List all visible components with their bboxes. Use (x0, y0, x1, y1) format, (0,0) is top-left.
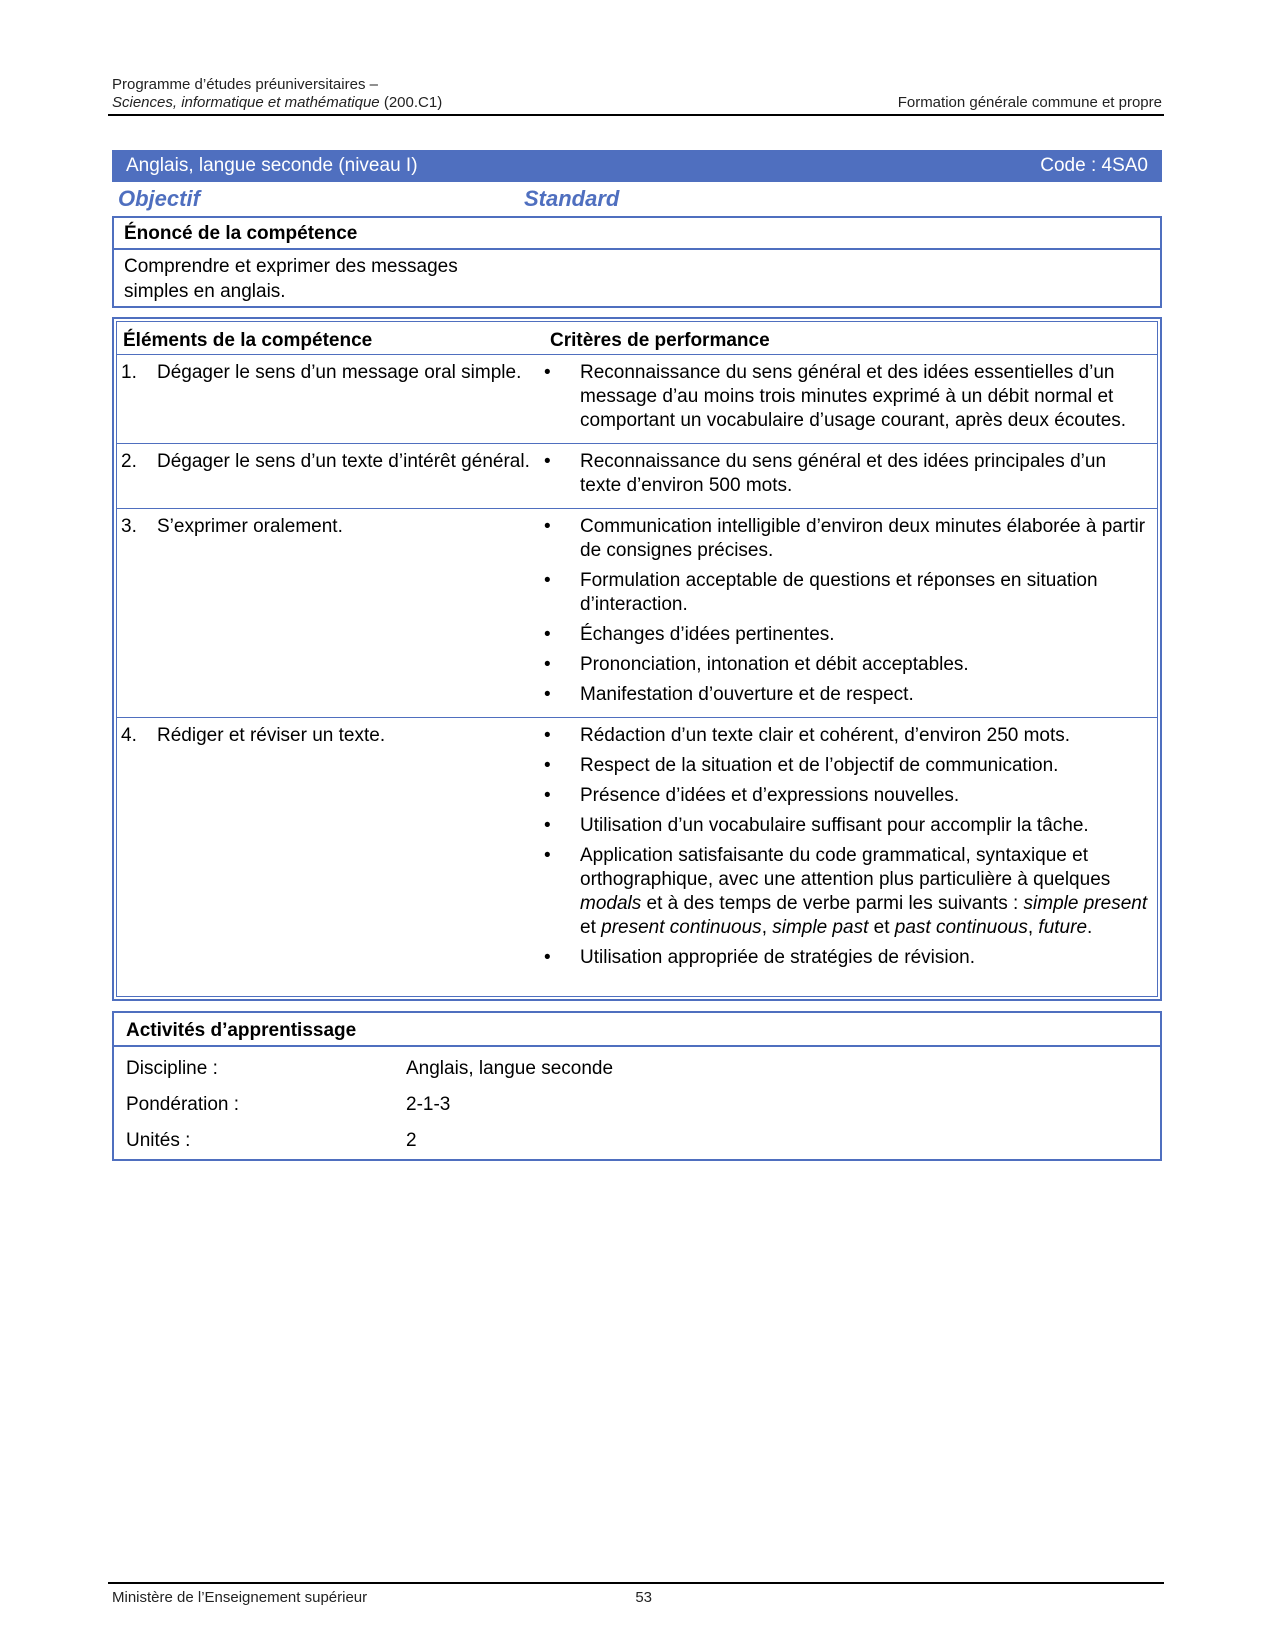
criterion-text: Formulation acceptable de questions et réponses en situation d’interaction. (580, 570, 1098, 615)
page-number: 53 (635, 1589, 652, 1606)
bullet-icon: • (544, 815, 551, 836)
activites-rows (114, 1047, 1160, 1159)
criterion-item (542, 683, 1149, 707)
activite-value: 2 (406, 1130, 417, 1151)
criteria-cell (542, 718, 1157, 980)
criterion-text: Communication intelligible d’environ deux minutes élaborée à partir de consignes précises. (580, 516, 1146, 561)
activite-row (114, 1087, 1160, 1123)
objective-standard-labels (112, 182, 1162, 216)
criterion-item (542, 569, 1149, 617)
elements-heading: Éléments de la compétence (123, 330, 373, 351)
objectif-label: Objectif (118, 186, 200, 211)
criteria-cell (542, 355, 1157, 443)
competence-row (117, 354, 1157, 443)
criteria-cell (542, 444, 1157, 508)
bullet-icon: • (544, 785, 551, 806)
competence-row (117, 717, 1157, 980)
page-header (112, 76, 1162, 112)
bullet-icon: • (544, 725, 551, 746)
element-cell (117, 509, 542, 717)
bullet-icon: • (544, 624, 551, 645)
element-number: 1. (121, 362, 137, 383)
enonce-text: Comprendre et exprimer des messages simples en anglais. (124, 256, 458, 302)
criterion-text: Manifestation d’ouverture et de respect. (580, 684, 914, 705)
activites-heading: Activités d’apprentissage (114, 1013, 1160, 1047)
element-number: 4. (121, 725, 137, 746)
enonce-heading: Énoncé de la compétence (114, 218, 1160, 250)
activite-label: Pondération : (126, 1094, 240, 1115)
criterion-item (542, 754, 1149, 778)
element-text: Rédiger et réviser un texte. (157, 725, 386, 746)
program-code: (200.C1) (379, 94, 443, 111)
criterion-text: Reconnaissance du sens général et des idées essentielles d’un message d’au moins trois minutes exprimé à un débit normal et comportant un vocabulaire d’usage courant, après deux écoutes. (580, 362, 1127, 431)
element-text: S’exprimer oralement. (157, 516, 343, 537)
criterion-text: Utilisation appropriée de stratégies de révision. (580, 947, 975, 968)
bullet-icon: • (544, 362, 551, 383)
criterion-item (542, 515, 1149, 563)
criterion-item (542, 724, 1149, 748)
competence-table-header (117, 322, 1157, 354)
criterion-text: Reconnaissance du sens général et des idées principales d’un texte d’environ 500 mots. (580, 451, 1107, 496)
criterion-item (542, 814, 1149, 838)
element-text: Dégager le sens d’un message oral simple. (157, 362, 522, 383)
element-text: Dégager le sens d’un texte d’intérêt général. (157, 451, 530, 472)
criterion-item (542, 946, 1149, 970)
criterion-text: Prononciation, intonation et débit acceptables. (580, 654, 969, 675)
competence-row (117, 508, 1157, 717)
activite-label: Discipline : (126, 1058, 218, 1079)
criterion-text: Utilisation d’un vocabulaire suffisant pour accomplir la tâche. (580, 815, 1089, 836)
criteria-heading: Critères de performance (550, 330, 770, 351)
enonce-section (112, 216, 1162, 308)
program-title: Programme d’études préuniversitaires – (112, 76, 378, 93)
element-cell (117, 355, 542, 443)
activite-row (114, 1123, 1160, 1159)
bullet-icon: • (544, 845, 551, 866)
header-divider (108, 114, 1164, 116)
criterion-item (542, 361, 1149, 433)
criterion-text: Application satisfaisante du code grammatical, syntaxique et orthographique, avec une attention plus particulière à quelques modals et à des temps de verbe parmi les suivants : simple present et present continuous, simple past et past continuous, future. (580, 845, 1148, 938)
page-footer (112, 1589, 652, 1606)
element-cell (117, 444, 542, 508)
competence-row (117, 443, 1157, 508)
element-number: 2. (121, 451, 137, 472)
criterion-item (542, 623, 1149, 647)
criterion-item (542, 653, 1149, 677)
ministry-name: Ministère de l’Enseignement supérieur (112, 1589, 368, 1606)
criteria-cell (542, 509, 1157, 717)
element-number: 3. (121, 516, 137, 537)
competence-table (116, 321, 1158, 997)
bullet-icon: • (544, 570, 551, 591)
bullet-icon: • (544, 947, 551, 968)
bullet-icon: • (544, 654, 551, 675)
course-code: Code : 4SA0 (1040, 155, 1148, 176)
program-subtitle (112, 94, 442, 112)
activite-row (114, 1051, 1160, 1087)
bullet-icon: • (544, 451, 551, 472)
criterion-text: Échanges d’idées pertinentes. (580, 624, 835, 645)
formation-type: Formation générale commune et propre (897, 94, 1162, 111)
competence-rows (117, 354, 1157, 980)
criterion-item (542, 784, 1149, 808)
activites-section (112, 1011, 1162, 1161)
criterion-item (542, 844, 1149, 940)
course-title-bar (112, 150, 1162, 182)
criterion-text: Respect de la situation et de l’objectif de communication. (580, 755, 1059, 776)
bullet-icon: • (544, 684, 551, 705)
bullet-icon: • (544, 516, 551, 537)
footer-divider (108, 1582, 1164, 1584)
activite-label: Unités : (126, 1130, 191, 1151)
element-cell (117, 718, 542, 980)
criterion-item (542, 450, 1149, 498)
activite-value: 2-1-3 (406, 1094, 451, 1115)
standard-label: Standard (524, 186, 620, 211)
criterion-text: Présence d’idées et d’expressions nouvelles. (580, 785, 960, 806)
program-name: Sciences, informatique et mathématique (112, 94, 380, 111)
competence-elements-section (112, 317, 1162, 1001)
activite-value: Anglais, langue seconde (406, 1058, 614, 1079)
course-title: Anglais, langue seconde (niveau I) (126, 155, 418, 176)
criterion-text: Rédaction d’un texte clair et cohérent, d’environ 250 mots. (580, 725, 1071, 746)
bullet-icon: • (544, 755, 551, 776)
